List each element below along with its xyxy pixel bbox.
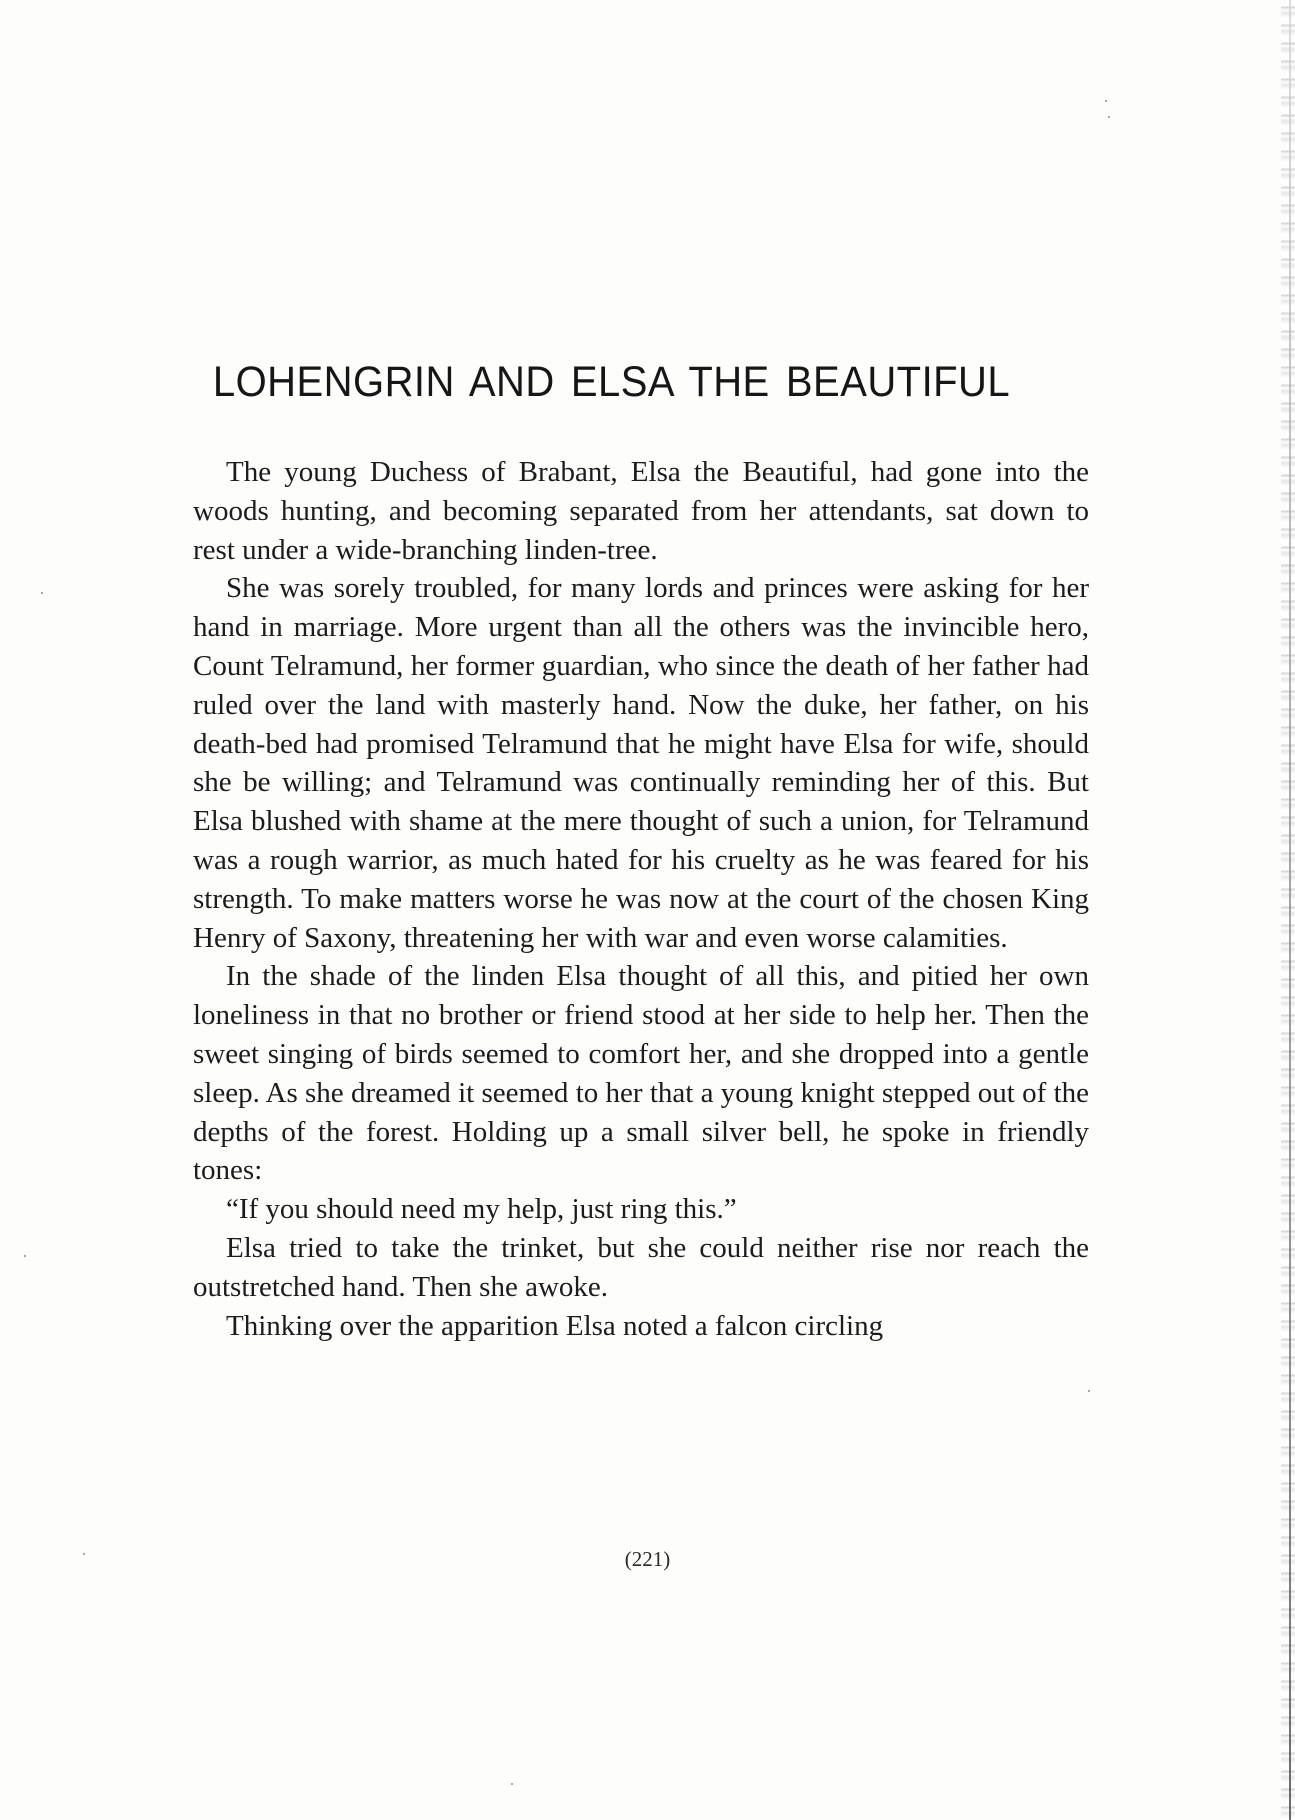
scan-speck: [1088, 1390, 1090, 1392]
paragraph-continued: Thinking over the apparition Elsa noted a falcon circling: [226, 1309, 884, 1342]
paragraph: In the shade of the linden Elsa thought of all this, and pitied her own loneliness in that no brother or friend stood at her side to help her. Then the sweet singing of birds seemed to comfort her, and she dropped into a gentle sleep. As she dreamed it seemed to her that a young knight stepped out of the depths of the forest. Holding up a small silver bell, he spoke in friendly tones:: [193, 960, 1089, 1187]
paragraph: The young Duchess of Brabant, Elsa the Beautiful, had gone into the woods hunting, and becoming separated from her attendants, sat down to rest under a wide-branching linden-tree.: [193, 456, 1089, 566]
scan-speck: [511, 1783, 513, 1785]
chapter-title: LOHENGRIN AND ELSA THE BEAUTIFUL: [212, 358, 1011, 406]
chapter-body: [193, 453, 1089, 1345]
scan-speck: [1108, 116, 1110, 118]
scan-speck: [24, 1255, 26, 1257]
scan-speck: [83, 1553, 85, 1555]
quoted-paragraph: “If you should need my help, just ring this.”: [226, 1193, 737, 1226]
page-number: (221): [624, 1547, 671, 1571]
scan-speck: [1105, 100, 1107, 102]
scan-speck: [41, 592, 43, 594]
paragraph: Elsa tried to take the trinket, but she could neither rise nor reach the outstretched hand. Then she awoke.: [193, 1231, 1089, 1303]
paragraph: She was sorely troubled, for many lords and princes were asking for her hand in marriage. More urgent than all the others was the invincible hero, Count Telramund, her former guardian, who since the death of her father had ruled over the land with masterly hand. Now the duke, her father, on his death-bed had promised Telramund that he might have Elsa for wife, should she be willing; and Telramund was continually reminding her of this. But Elsa blushed with shame at the mere thought of such a union, for Telramund was a rough warrior, as much hated for his cruelty as he was feared for his strength. To make matters worse he was now at the court of the chosen King Henry of Saxony, threatening her with war and even worse calamities.: [193, 572, 1089, 954]
